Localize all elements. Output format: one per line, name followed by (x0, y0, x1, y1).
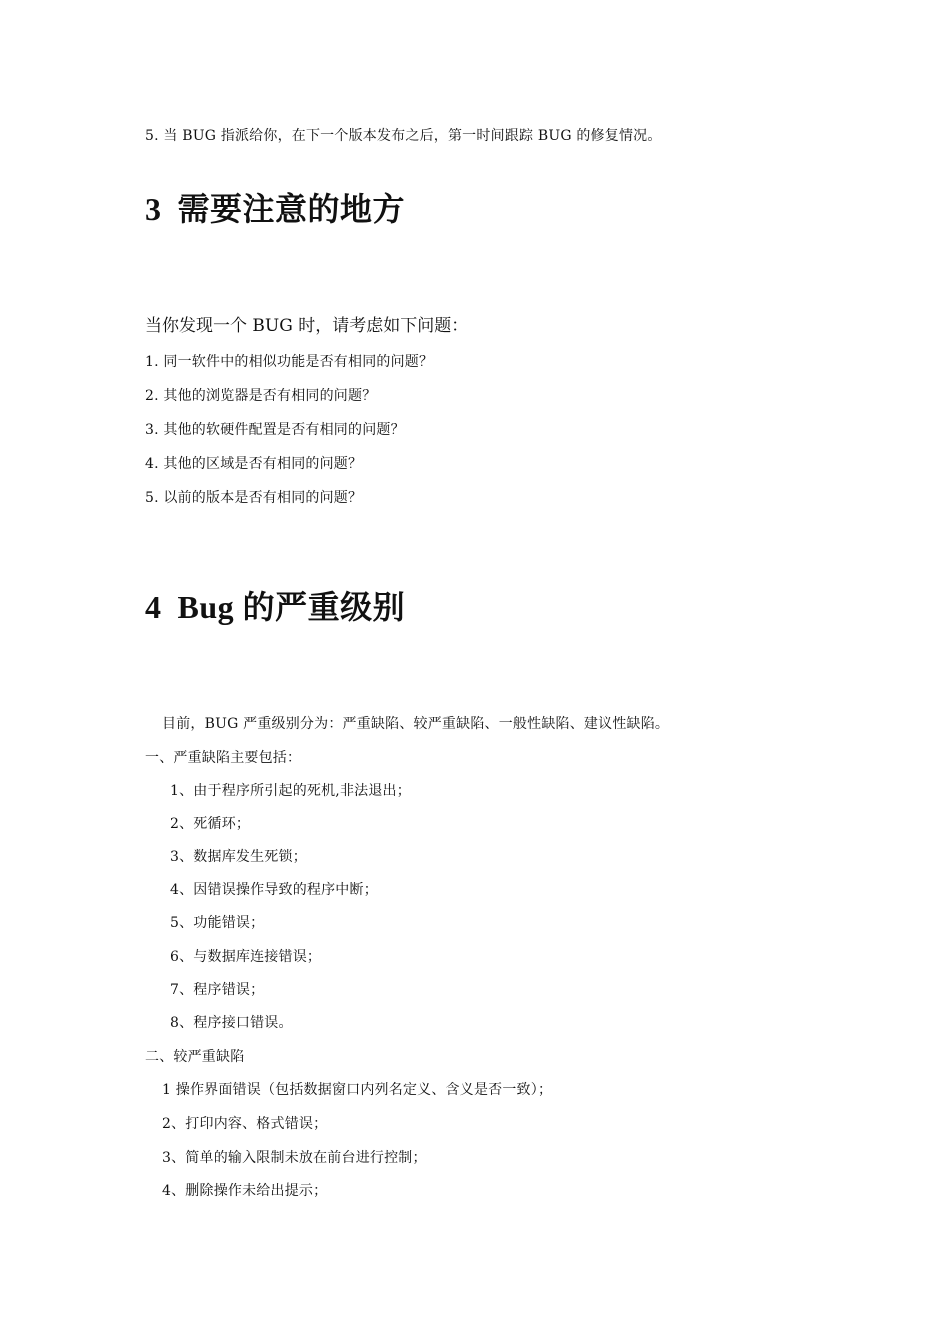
major-item: 2、打印内容、格式错误； (162, 1116, 328, 1132)
major-item: 1 操作界面错误（包括数据窗口内列名定义、含义是否一致）； (162, 1082, 553, 1098)
critical-item: 3、数据库发生死锁； (170, 849, 307, 865)
section-title: 需要注意的地方 (177, 191, 406, 227)
list-item-5: 5. 当 BUG 指派给你，在下一个版本发布之后，第一时间跟踪 BUG 的修复情况。 (145, 128, 662, 144)
critical-heading: 一、严重缺陷主要包括： (145, 750, 302, 766)
section-4-heading (145, 591, 405, 623)
critical-item: 7、程序错误； (170, 982, 265, 998)
major-heading: 二、较严重缺陷 (145, 1049, 245, 1065)
critical-item: 1、由于程序所引起的死机,非法退出； (170, 783, 411, 799)
section-title: Bug 的严重级别 (177, 589, 406, 625)
section-number: 3 (145, 191, 162, 227)
critical-item: 4、因错误操作导致的程序中断； (170, 882, 378, 898)
major-item: 3、简单的输入限制未放在前台进行控制； (162, 1150, 427, 1166)
question-item: 3. 其他的软硬件配置是否有相同的问题？ (145, 422, 405, 438)
section-number: 4 (145, 589, 162, 625)
question-item: 1. 同一软件中的相似功能是否有相同的问题？ (145, 354, 434, 370)
section-3-heading (145, 193, 405, 225)
question-item: 4. 其他的区域是否有相同的问题？ (145, 456, 363, 472)
question-item: 2. 其他的浏览器是否有相同的问题？ (145, 388, 377, 404)
major-item: 4、删除操作未给出提示； (162, 1183, 328, 1199)
critical-item: 2、死循环； (170, 816, 251, 832)
question-item: 5. 以前的版本是否有相同的问题？ (145, 490, 363, 506)
critical-item: 8、程序接口错误。 (170, 1015, 293, 1031)
critical-item: 6、与数据库连接错误； (170, 949, 322, 965)
severity-intro: 目前，BUG 严重级别分为：严重缺陷、较严重缺陷、一般性缺陷、建议性缺陷。 (162, 716, 670, 732)
section-3-lead: 当你发现一个 BUG 时，请考虑如下问题： (145, 316, 469, 336)
critical-item: 5、功能错误； (170, 915, 265, 931)
